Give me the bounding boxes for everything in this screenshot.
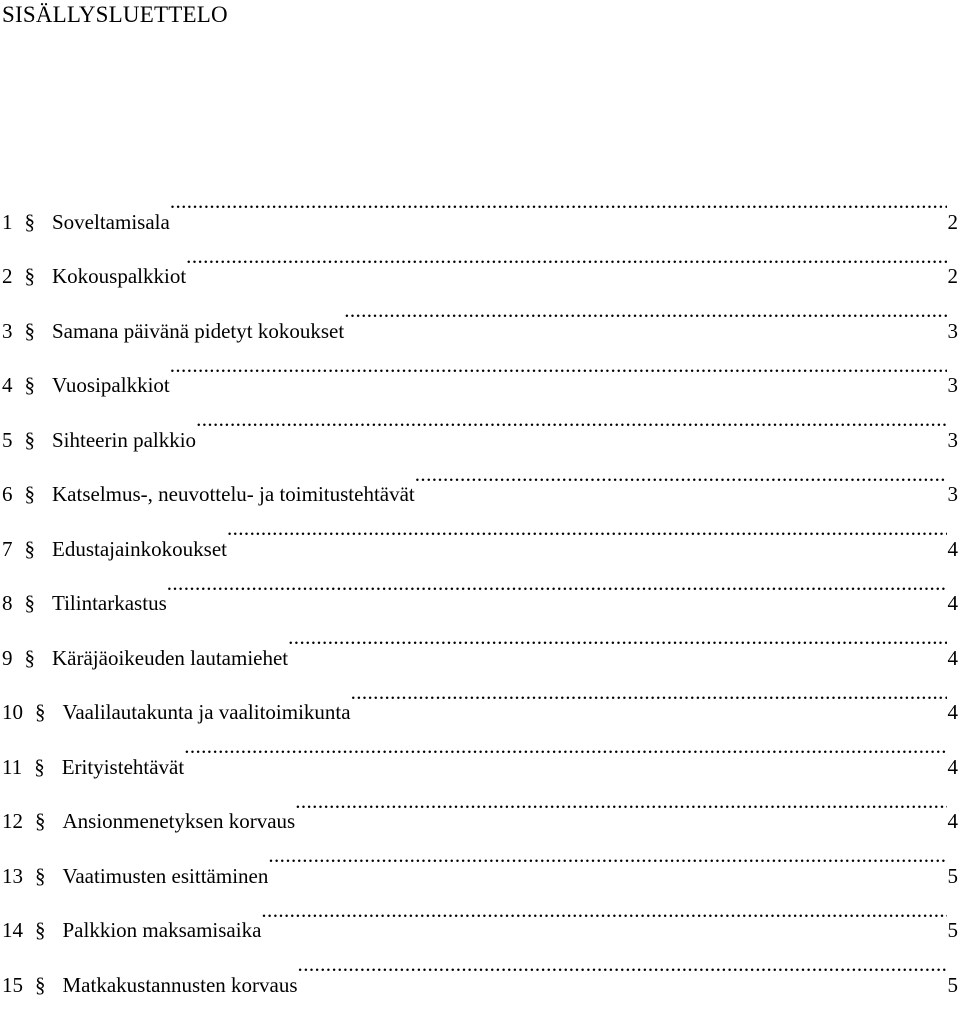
section-sign-icon: § bbox=[35, 685, 46, 740]
toc-entry-page: 3 bbox=[947, 358, 959, 413]
toc-entry-3[interactable] bbox=[0, 283, 958, 338]
section-sign-icon: § bbox=[25, 249, 36, 304]
toc-entry-title: Samana päivänä pidetyt kokoukset bbox=[52, 304, 344, 359]
toc-entry-title: Vuosipalkkiot bbox=[52, 358, 170, 413]
toc-entry-title: Ansionmenetyksen korvaus bbox=[63, 794, 296, 849]
page-title: SISÄLLYSLUETTELO bbox=[2, 0, 228, 30]
toc-entry-number: 5 bbox=[0, 413, 13, 468]
toc-entry-page: 3 bbox=[947, 304, 959, 359]
toc-entry-number: 15 bbox=[0, 958, 23, 1012]
dot-leader bbox=[298, 937, 947, 992]
toc-entry-8[interactable] bbox=[0, 556, 958, 611]
toc-entry-page: 2 bbox=[947, 195, 959, 250]
toc-entry-page: 2 bbox=[947, 249, 959, 304]
dot-leader bbox=[167, 556, 947, 611]
toc-entry-number: 1 bbox=[0, 195, 13, 250]
toc-entry-9[interactable] bbox=[0, 610, 958, 665]
toc-entry-12[interactable] bbox=[0, 774, 958, 829]
toc-entry-title: Erityistehtävät bbox=[62, 740, 184, 795]
toc-entry-page: 5 bbox=[947, 958, 959, 1012]
toc-entry-5[interactable] bbox=[0, 392, 958, 447]
toc-entry-13[interactable] bbox=[0, 828, 958, 883]
toc-entry-number: 14 bbox=[0, 903, 23, 958]
dot-leader bbox=[295, 774, 946, 829]
toc-entry-2[interactable] bbox=[0, 229, 958, 284]
toc-entry-title: Vaalilautakunta ja vaalitoimikunta bbox=[63, 685, 351, 740]
toc-entry-number: 2 bbox=[0, 249, 13, 304]
toc-entry-page: 5 bbox=[947, 849, 959, 904]
toc-entry-title: Sihteerin palkkio bbox=[52, 413, 196, 468]
table-of-contents bbox=[0, 174, 958, 992]
toc-entry-6[interactable] bbox=[0, 447, 958, 502]
toc-entry-title: Kokouspalkkiot bbox=[52, 249, 186, 304]
dot-leader bbox=[268, 828, 946, 883]
toc-entry-title: Vaatimusten esittäminen bbox=[63, 849, 269, 904]
toc-entry-number: 13 bbox=[0, 849, 23, 904]
toc-entry-title: Soveltamisala bbox=[52, 195, 170, 250]
dot-leader bbox=[415, 447, 947, 502]
toc-entry-page: 3 bbox=[947, 467, 959, 522]
dot-leader bbox=[170, 174, 947, 229]
toc-entry-page: 4 bbox=[947, 740, 959, 795]
dot-leader bbox=[351, 665, 947, 720]
section-sign-icon: § bbox=[35, 794, 46, 849]
toc-entry-title: Katselmus-, neuvottelu- ja toimitustehtävät bbox=[52, 467, 415, 522]
toc-entry-title: Edustajainkokoukset bbox=[52, 522, 227, 577]
section-sign-icon: § bbox=[35, 958, 46, 1012]
toc-entry-number: 3 bbox=[0, 304, 13, 359]
toc-entry-title: Palkkion maksamisaika bbox=[63, 903, 262, 958]
section-sign-icon: § bbox=[25, 358, 36, 413]
dot-leader bbox=[227, 501, 947, 556]
toc-entry-15[interactable] bbox=[0, 937, 958, 992]
dot-leader bbox=[184, 719, 946, 774]
toc-entry-page: 3 bbox=[947, 413, 959, 468]
toc-entry-4[interactable] bbox=[0, 338, 958, 393]
toc-entry-title: Käräjäoikeuden lautamiehet bbox=[52, 631, 288, 686]
dot-leader bbox=[288, 610, 946, 665]
section-sign-icon: § bbox=[34, 740, 45, 795]
section-sign-icon: § bbox=[25, 576, 36, 631]
toc-entry-number: 7 bbox=[0, 522, 13, 577]
toc-entry-11[interactable] bbox=[0, 719, 958, 774]
dot-leader bbox=[170, 338, 947, 393]
toc-entry-page: 4 bbox=[947, 794, 959, 849]
toc-entry-page: 4 bbox=[947, 631, 959, 686]
section-sign-icon: § bbox=[35, 903, 46, 958]
toc-entry-number: 12 bbox=[0, 794, 23, 849]
section-sign-icon: § bbox=[25, 304, 36, 359]
toc-entry-7[interactable] bbox=[0, 501, 958, 556]
toc-entry-number: 8 bbox=[0, 576, 13, 631]
section-sign-icon: § bbox=[25, 413, 36, 468]
toc-entry-number: 10 bbox=[0, 685, 23, 740]
section-sign-icon: § bbox=[35, 849, 46, 904]
toc-entry-number: 6 bbox=[0, 467, 13, 522]
section-sign-icon: § bbox=[25, 522, 36, 577]
toc-entry-page: 4 bbox=[947, 522, 959, 577]
toc-entry-1[interactable] bbox=[0, 174, 958, 229]
section-sign-icon: § bbox=[25, 195, 36, 250]
dot-leader bbox=[344, 283, 946, 338]
dot-leader bbox=[186, 229, 946, 284]
toc-entry-10[interactable] bbox=[0, 665, 958, 720]
toc-entry-number: 9 bbox=[0, 631, 13, 686]
toc-entry-page: 4 bbox=[947, 685, 959, 740]
toc-entry-title: Tilintarkastus bbox=[52, 576, 167, 631]
toc-entry-14[interactable] bbox=[0, 883, 958, 938]
toc-entry-number: 4 bbox=[0, 358, 13, 413]
toc-entry-number: 11 bbox=[0, 740, 22, 795]
toc-entry-page: 5 bbox=[947, 903, 959, 958]
dot-leader bbox=[196, 392, 946, 447]
toc-entry-title: Matkakustannusten korvaus bbox=[63, 958, 298, 1012]
section-sign-icon: § bbox=[25, 467, 36, 522]
toc-entry-page: 4 bbox=[947, 576, 959, 631]
dot-leader bbox=[261, 883, 946, 938]
section-sign-icon: § bbox=[25, 631, 36, 686]
